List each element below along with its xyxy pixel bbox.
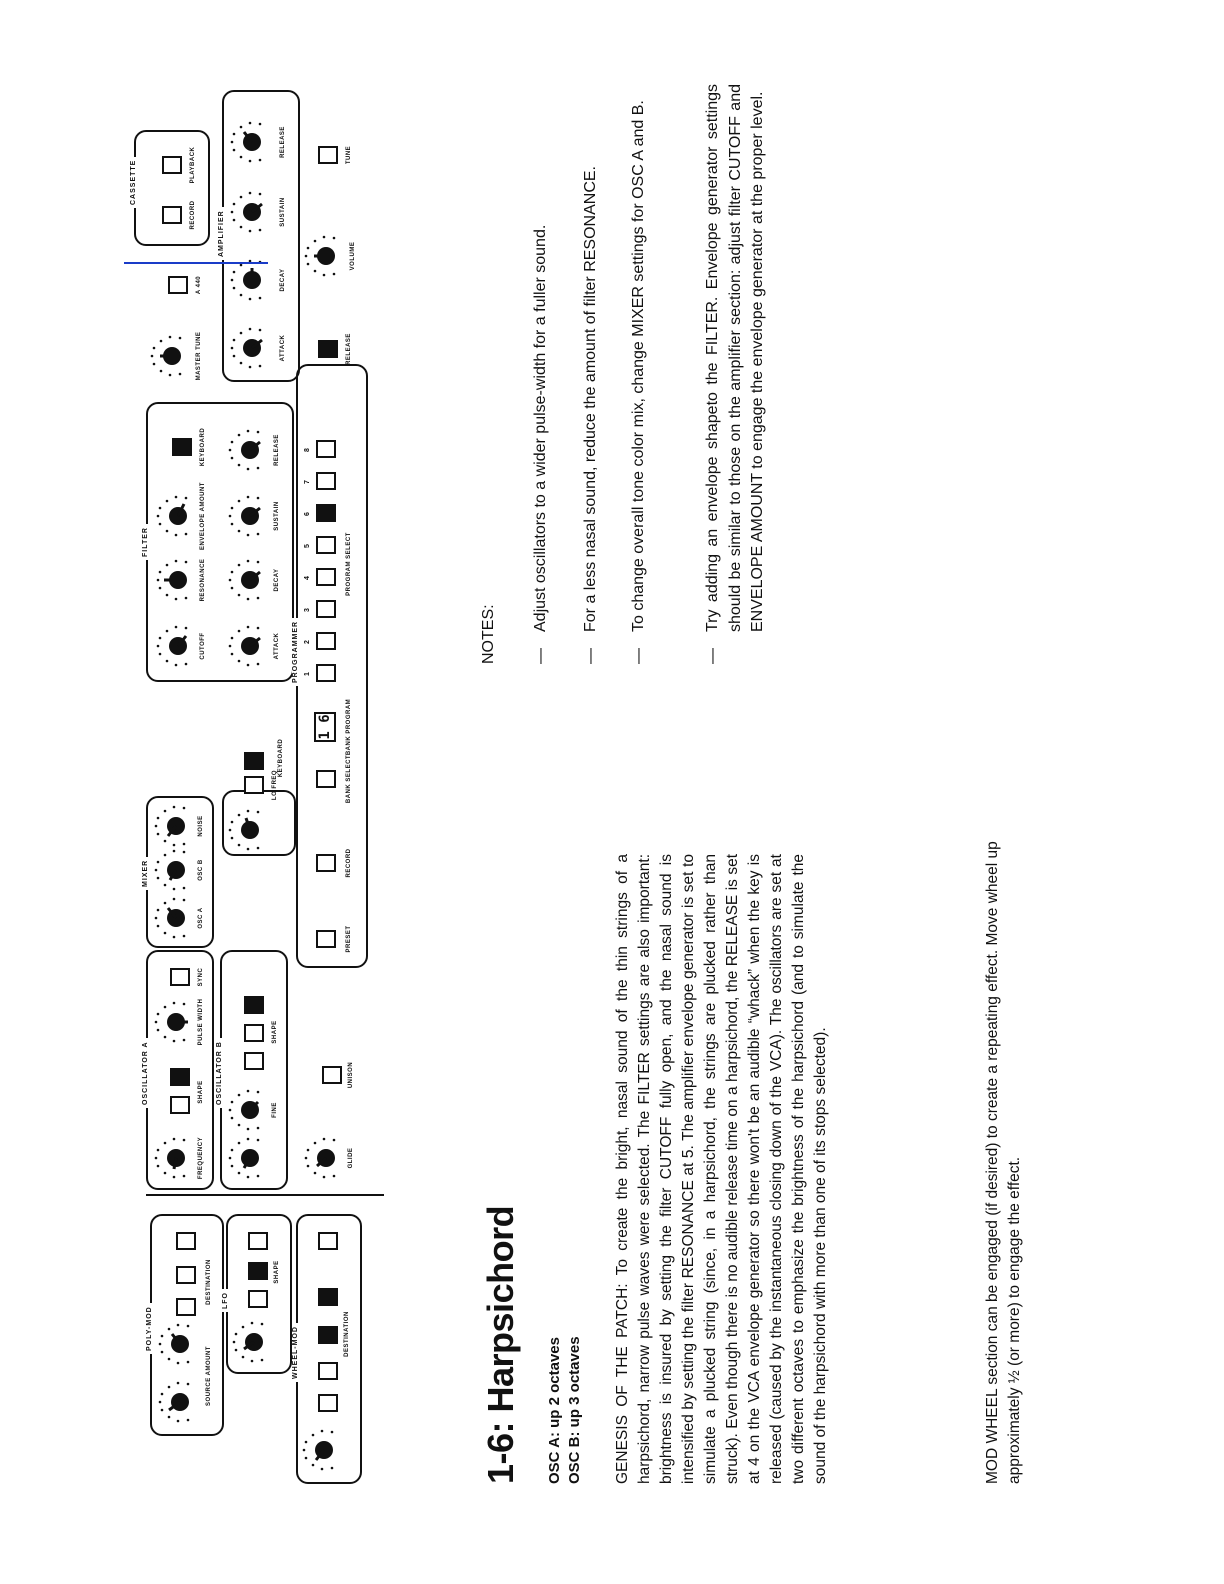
bank-select-label: BANK SELECT — [346, 754, 352, 804]
osc-b-fine-knob[interactable] — [228, 1088, 272, 1132]
poly-mod-filter-button[interactable] — [176, 1232, 196, 1250]
cassette-record-button[interactable] — [162, 206, 182, 224]
osc-b-saw-button[interactable] — [244, 1052, 264, 1070]
osc-a-shape-label: SHAPE — [198, 1080, 204, 1104]
poly-mod-filt-env-knob[interactable] — [158, 1322, 202, 1366]
poly-mod-freq-a-button[interactable] — [176, 1298, 196, 1316]
cassette-playback-button[interactable] — [162, 156, 182, 174]
osc-a-setting: OSC A: up 2 octaves — [546, 1337, 563, 1484]
unison-label: UNISON — [348, 1061, 354, 1089]
glide-knob[interactable] — [304, 1136, 348, 1180]
osc-a-sync-label: SYNC — [198, 967, 204, 987]
mixer-osc-b-knob[interactable] — [154, 848, 198, 892]
preset-label: PRESET — [346, 925, 352, 953]
osc-b-shape-label: SHAPE — [272, 1020, 278, 1044]
lfo-shape-square-button[interactable] — [248, 1232, 268, 1250]
volume-label: VOLUME — [350, 241, 356, 271]
wheel-mod-filter-button[interactable] — [318, 1232, 338, 1250]
osc-b-frequency-knob[interactable] — [228, 1136, 272, 1180]
osc-a-pulse-width-knob[interactable] — [154, 1000, 198, 1044]
filter-release-knob[interactable] — [228, 428, 272, 472]
program-1-button[interactable] — [316, 664, 336, 682]
osc-a-saw-button[interactable] — [170, 1096, 190, 1114]
wheel-mod-freq-b-button[interactable] — [318, 1362, 338, 1380]
program-number-7: 7 — [304, 480, 311, 484]
note-dash: — — [630, 648, 647, 664]
note-text: For a less nasal sound, reduce the amount of filter RESONANCE. — [582, 166, 599, 632]
program-select-label: PROGRAM SELECT — [346, 532, 352, 596]
program-number-3: 3 — [304, 608, 311, 612]
filter-keyboard-button[interactable] — [172, 438, 192, 456]
record-label: RECORD — [346, 848, 352, 878]
wheel-mod-mix-knob[interactable] — [302, 1428, 346, 1472]
oscillator-b-title: OSCILLATOR B — [216, 1038, 223, 1108]
filter-resonance-label: RESONANCE — [200, 558, 206, 602]
program-number-5: 5 — [304, 544, 311, 548]
genesis-paragraph: GENESIS OF THE PATCH: To create the bright, nasal sound of the thin strings of a harpsichord, narrow pulse waves were selected. The FILTER settings are also important: brightness is insured by setting the filter CUTOFF fully open, and the nasal sound is intensified by setting the filter RESONANCE at 5. The amplifier envelope generator is set to simulate a plucked string (since, in a harpsichord, the strings are plucked rather than struck). Even though there is no audible release time on a harpsichord, the RELEASE is set at 4 on the VCA envelope generator so there won't be an audible “whack” when the key is released (caused by the instantaneous closing down of the VCA). The oscillators are set at two different octaves to emphasize the brightness of the harpsichord (and to simulate the sound of the harpsichord with more than one of its stops selected). — [614, 854, 829, 1484]
glide-label: GLIDE — [348, 1147, 354, 1169]
program-2-button[interactable] — [316, 632, 336, 650]
mixer-title: MIXER — [142, 857, 149, 890]
lfo-shape-tri-button[interactable] — [248, 1262, 268, 1280]
page-title: 1-6: Harpsichord — [480, 1205, 521, 1484]
cassette-record-label: RECORD — [190, 200, 196, 230]
note-item — [530, 84, 553, 664]
mixer-osc-b-label: OSC B — [198, 859, 204, 881]
mixer-noise-knob[interactable] — [154, 804, 198, 848]
master-tune-label: MASTER TUNE — [196, 331, 202, 381]
mixer-osc-a-knob[interactable] — [154, 896, 198, 940]
cassette-playback-label: PLAYBACK — [190, 146, 196, 184]
wheel-mod-freq-a-button[interactable] — [318, 1394, 338, 1412]
oscillator-a-title: OSCILLATOR A — [142, 1038, 149, 1108]
amp-sustain-knob[interactable] — [230, 190, 274, 234]
program-number-6: 6 — [304, 512, 311, 516]
a440-button[interactable] — [168, 276, 188, 294]
master-tune-knob[interactable] — [150, 334, 194, 378]
a440-label: A 440 — [196, 275, 202, 295]
program-number-4: 4 — [304, 576, 311, 580]
program-3-button[interactable] — [316, 600, 336, 618]
lo-freq-label: LO FREQ — [272, 769, 278, 801]
filter-env-amount-label: ENVELOPE AMOUNT — [200, 482, 206, 550]
release-button[interactable] — [318, 340, 338, 358]
filter-decay-knob[interactable] — [228, 558, 272, 602]
amp-release-knob[interactable] — [230, 120, 274, 164]
bank-program-label: BANK PROGRAM — [346, 698, 352, 756]
filter-attack-knob[interactable] — [228, 624, 272, 668]
note-text: To change overall tone color mix, change MIXER settings for OSC A and B. — [630, 100, 647, 632]
keyboard-label-osc: KEYBOARD — [278, 738, 284, 778]
note-item — [628, 84, 651, 664]
filter-sustain-knob[interactable] — [228, 494, 272, 538]
poly-mod-title: POLY-MOD — [146, 1303, 153, 1354]
unison-button[interactable] — [322, 1066, 342, 1084]
amp-release-label: RELEASE — [280, 126, 286, 158]
cassette-module — [130, 130, 210, 246]
filter-decay-label: DECAY — [274, 568, 280, 592]
filter-attack-label: ATTACK — [274, 632, 280, 660]
note-item — [580, 84, 603, 664]
osc-b-tri-button[interactable] — [244, 1024, 264, 1042]
note-item — [702, 84, 770, 664]
mod-wheel-paragraph: MOD WHEEL section can be engaged (if desired) to create a repeating effect. Move wheel up approximately ½ (or more) to engage the effect. — [984, 841, 1023, 1484]
pulse-width-knob[interactable] — [228, 808, 272, 852]
note-dash: — — [532, 648, 549, 664]
osc-a-frequency-label: FREQUENCY — [198, 1136, 204, 1180]
note-dash: — — [704, 648, 721, 664]
panel-divider-line — [146, 1195, 384, 1197]
filter-cutoff-label: CUTOFF — [200, 632, 206, 660]
mixer-noise-label: NOISE — [198, 815, 204, 837]
program-4-button[interactable] — [316, 568, 336, 586]
osc-a-frequency-knob[interactable] — [154, 1136, 198, 1180]
bank-select-button[interactable] — [316, 770, 336, 788]
programmer-title: PROGRAMMER — [292, 618, 299, 686]
note-text: Try adding an envelope shapeto the FILTER. Envelope generator settings should be similar to those on the amplifier section: adjust filter CUTOFF and ENVELOPE AMOUNT to engage the envelope generator at the proper level. — [704, 84, 766, 632]
wheel-mod-pw-a-button[interactable] — [318, 1326, 338, 1344]
amp-sustain-label: SUSTAIN — [280, 197, 286, 227]
osc-b-setting: OSC B: up 3 octaves — [566, 1336, 583, 1484]
cassette-title: CASSETTE — [130, 157, 137, 208]
osc-b-pulse-button[interactable] — [244, 996, 264, 1014]
filter-release-label: RELEASE — [274, 434, 280, 466]
volume-knob[interactable] — [304, 234, 348, 278]
keyboard-button[interactable] — [244, 752, 264, 770]
filter-sustain-label: SUSTAIN — [274, 501, 280, 531]
program-number-8: 8 — [304, 448, 311, 452]
amp-decay-label: DECAY — [280, 268, 286, 292]
lfo-title: LFO — [222, 1289, 229, 1312]
program-7-button[interactable] — [316, 472, 336, 490]
program-number-2: 2 — [304, 640, 311, 644]
poly-mod-destination-label: DESTINATION — [206, 1259, 212, 1305]
poly-mod-pw-a-button[interactable] — [176, 1266, 196, 1284]
lfo-shape-ramp-button[interactable] — [248, 1290, 268, 1308]
wheel-mod-destination-label: DESTINATION — [344, 1311, 350, 1357]
mixer-osc-a-label: OSC A — [198, 907, 204, 929]
notes-heading: NOTES: — [480, 604, 497, 664]
program-8-button[interactable] — [316, 440, 336, 458]
note-dash: — — [582, 648, 599, 664]
filter-title: FILTER — [142, 524, 149, 560]
filter-resonance-knob[interactable] — [156, 558, 200, 602]
amp-attack-label: ATTACK — [280, 334, 286, 362]
source-amount-label: SOURCE AMOUNT — [206, 1346, 212, 1406]
amp-attack-knob[interactable] — [230, 326, 274, 370]
osc-a-pulse-button[interactable] — [170, 1068, 190, 1086]
tune-label: TUNE — [346, 145, 352, 165]
tune-button[interactable] — [318, 146, 338, 164]
lfo-frequency-knob[interactable] — [232, 1320, 276, 1364]
record-button[interactable] — [316, 854, 336, 872]
release-button-label: RELEASE — [346, 333, 352, 365]
filter-cutoff-knob[interactable] — [156, 624, 200, 668]
blue-margin-line — [124, 262, 268, 264]
program-display: 1 6 — [314, 712, 336, 742]
osc-a-sync-button[interactable] — [170, 968, 190, 986]
osc-a-pulse-width-label: PULSE WIDTH — [198, 998, 204, 1046]
program-5-button[interactable] — [316, 536, 336, 554]
amplifier-title: AMPLIFIER — [218, 207, 225, 260]
amp-decay-knob[interactable] — [230, 258, 274, 302]
poly-mod-source-knob[interactable] — [158, 1380, 202, 1424]
preset-button[interactable] — [316, 930, 336, 948]
note-text: Adjust oscillators to a wider pulse-width for a fuller sound. — [532, 224, 549, 632]
lo-freq-button[interactable] — [244, 776, 264, 794]
wheel-mod-title: WHEEL-MOD — [292, 1323, 299, 1382]
filter-envelope-amount-knob[interactable] — [156, 494, 200, 538]
wheel-mod-pw-b-button[interactable] — [318, 1288, 338, 1306]
osc-b-fine-label: FINE — [272, 1102, 278, 1118]
program-6-button[interactable] — [316, 504, 336, 522]
program-number-1: 1 — [304, 672, 311, 676]
filter-keyboard-label: KEYBOARD — [200, 427, 206, 467]
lfo-shape-label: SHAPE — [274, 1260, 280, 1284]
